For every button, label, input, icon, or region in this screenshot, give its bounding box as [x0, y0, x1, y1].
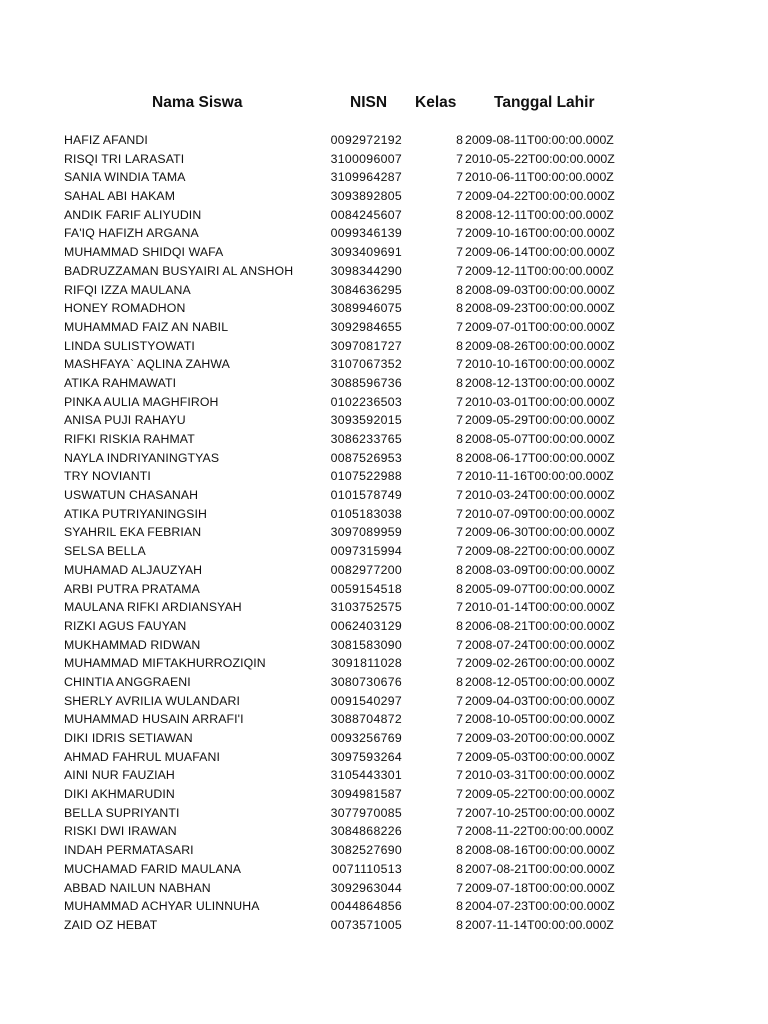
- student-nisn: 3097081727: [330, 338, 402, 353]
- student-tanggal-lahir: 2010-11-16T00:00:00.000Z: [465, 469, 614, 484]
- student-nisn: 0097315994: [330, 544, 402, 559]
- student-kelas: 8: [456, 899, 463, 914]
- student-name: HONEY ROMADHON: [64, 301, 186, 316]
- student-nisn: 0091540297: [330, 693, 402, 708]
- table-row: [0, 710, 768, 729]
- student-name: INDAH PERMATASARI: [64, 843, 194, 858]
- student-kelas: 8: [456, 674, 463, 689]
- student-kelas: 7: [456, 544, 463, 559]
- student-name: SYAHRIL EKA FEBRIAN: [64, 525, 202, 540]
- student-tanggal-lahir: 2009-12-11T00:00:00.000Z: [465, 263, 614, 278]
- student-nisn: 3107067352: [330, 357, 402, 372]
- student-nisn: 3093592015: [330, 413, 402, 428]
- student-kelas: 8: [456, 450, 463, 465]
- student-name: CHINTIA ANGGRAENI: [64, 674, 191, 689]
- student-name: MUHAMMAD ACHYAR ULINNUHA: [64, 899, 260, 914]
- student-kelas: 7: [456, 413, 463, 428]
- table-row: [0, 561, 768, 580]
- student-tanggal-lahir: 2004-07-23T00:00:00.000Z: [465, 899, 615, 914]
- student-tanggal-lahir: 2009-07-01T00:00:00.000Z: [465, 319, 615, 334]
- student-tanggal-lahir: 2009-10-16T00:00:00.000Z: [465, 226, 615, 241]
- student-name: MUKHAMMAD RIDWAN: [64, 637, 201, 652]
- student-kelas: 7: [456, 170, 463, 185]
- student-nisn: 3080730676: [330, 674, 402, 689]
- table-row: [0, 150, 768, 169]
- table-row: [0, 337, 768, 356]
- student-nisn: 0099346139: [330, 226, 402, 241]
- table-row: [0, 617, 768, 636]
- student-nisn: 0102236503: [330, 394, 402, 409]
- student-name: RISQI TRI LARASATI: [64, 151, 185, 166]
- student-kelas: 7: [456, 731, 463, 745]
- student-name: RIZKI AGUS FAUYAN: [64, 618, 187, 633]
- student-name: SHERLY AVRILIA WULANDARI: [64, 693, 240, 708]
- student-nisn: 3088596736: [330, 375, 402, 390]
- student-nisn: 0073571005: [330, 917, 402, 932]
- student-name: SANIA WINDIA TAMA: [64, 170, 186, 185]
- student-kelas: 7: [456, 787, 463, 802]
- table-row: [0, 262, 768, 281]
- student-name: USWATUN CHASANAH: [64, 488, 199, 503]
- student-nisn: 3093409691: [330, 245, 402, 260]
- student-nisn: 0084245607: [330, 207, 402, 222]
- table-row: [0, 654, 768, 673]
- student-tanggal-lahir: 2009-07-18T00:00:00.000Z: [465, 880, 615, 895]
- student-tanggal-lahir: 2008-09-23T00:00:00.000Z: [465, 301, 615, 316]
- student-tanggal-lahir: 2010-05-22T00:00:00.000Z: [465, 151, 615, 166]
- student-tanggal-lahir: 2009-05-29T00:00:00.000Z: [465, 413, 615, 428]
- student-tanggal-lahir: 2007-11-14T00:00:00.000Z: [465, 917, 614, 932]
- table-row: [0, 467, 768, 486]
- table-row: [0, 206, 768, 225]
- student-nisn: 3097089959: [330, 525, 402, 540]
- student-kelas: 8: [456, 133, 463, 147]
- student-name: FA'IQ HAFIZH ARGANA: [64, 226, 199, 241]
- student-name: RIFKI RISKIA RAHMAT: [64, 432, 195, 446]
- table-row: [0, 411, 768, 430]
- student-tanggal-lahir: 2009-05-03T00:00:00.000Z: [465, 749, 615, 764]
- student-nisn: 3092963044: [330, 880, 402, 895]
- table-row: [0, 187, 768, 206]
- student-tanggal-lahir: 2010-03-31T00:00:00.000Z: [465, 768, 615, 783]
- student-kelas: 8: [456, 581, 463, 596]
- header-nisn: NISN: [350, 94, 388, 111]
- student-name: ARBI PUTRA PRATAMA: [64, 581, 200, 596]
- student-kelas: 8: [456, 618, 463, 633]
- student-nisn: 3091811028: [331, 656, 402, 671]
- table-row: [0, 580, 768, 599]
- table-row: [0, 430, 768, 449]
- student-name: MAULANA RIFKI ARDIANSYAH: [64, 600, 242, 615]
- header-kelas: Kelas: [415, 94, 457, 111]
- student-name: ANDIK FARIF ALIYUDIN: [64, 207, 202, 222]
- student-nisn: 3084868226: [330, 824, 402, 839]
- student-kelas: 7: [456, 600, 463, 615]
- student-kelas: 8: [456, 207, 463, 222]
- student-nisn: 3082527690: [330, 843, 402, 858]
- header-nama-siswa: Nama Siswa: [152, 94, 243, 111]
- student-kelas: 8: [456, 301, 463, 316]
- student-kelas: 7: [456, 151, 463, 166]
- student-kelas: 7: [456, 525, 463, 540]
- student-name: MUHAMMAD FAIZ AN NABIL: [64, 319, 229, 334]
- student-kelas: 7: [456, 245, 463, 260]
- student-tanggal-lahir: 2010-07-09T00:00:00.000Z: [465, 506, 615, 521]
- student-kelas: 7: [456, 189, 463, 204]
- table-row: [0, 131, 768, 150]
- student-nisn: 0082977200: [330, 562, 402, 577]
- student-tanggal-lahir: 2010-03-24T00:00:00.000Z: [465, 488, 615, 503]
- student-kelas: 7: [456, 712, 463, 727]
- student-tanggal-lahir: 2009-04-03T00:00:00.000Z: [465, 693, 615, 708]
- student-kelas: 8: [456, 562, 463, 577]
- table-row: [0, 729, 768, 748]
- table-row: [0, 879, 768, 898]
- table-row: [0, 318, 768, 337]
- student-tanggal-lahir: 2010-10-16T00:00:00.000Z: [465, 357, 615, 372]
- student-name: ZAID OZ HEBAT: [64, 917, 158, 932]
- table-row: [0, 542, 768, 561]
- student-nisn: 3103752575: [330, 600, 402, 615]
- student-tanggal-lahir: 2009-02-26T00:00:00.000Z: [465, 656, 615, 671]
- table-row: [0, 804, 768, 823]
- student-nisn: 3084636295: [330, 282, 402, 297]
- student-name: LINDA SULISTYOWATI: [64, 338, 195, 353]
- student-name: NAYLA INDRIYANINGTYAS: [64, 450, 220, 465]
- student-tanggal-lahir: 2008-10-05T00:00:00.000Z: [465, 712, 615, 727]
- student-name: BELLA SUPRIYANTI: [64, 805, 180, 820]
- table-row: [0, 748, 768, 767]
- student-tanggal-lahir: 2010-03-01T00:00:00.000Z: [465, 394, 615, 409]
- student-tanggal-lahir: 2010-06-11T00:00:00.000Z: [465, 170, 614, 185]
- student-name: ATIKA PUTRIYANINGSIH: [64, 506, 207, 521]
- student-kelas: 7: [456, 394, 463, 409]
- student-nisn: 3105443301: [330, 768, 402, 783]
- student-tanggal-lahir: 2007-10-25T00:00:00.000Z: [465, 805, 615, 820]
- student-name: ABBAD NAILUN NABHAN: [64, 880, 211, 895]
- student-nisn: 0101578749: [330, 488, 402, 503]
- student-nisn: 3098344290: [330, 263, 402, 278]
- student-kelas: 7: [456, 805, 463, 820]
- student-tanggal-lahir: 2008-05-07T00:00:00.000Z: [465, 432, 615, 446]
- student-tanggal-lahir: 2009-03-20T00:00:00.000Z: [465, 731, 615, 745]
- table-header: [0, 94, 768, 118]
- student-name: DIKI AKHMARUDIN: [64, 787, 175, 802]
- table-row: [0, 281, 768, 300]
- student-kelas: 7: [456, 469, 463, 484]
- student-name: TRY NOVIANTI: [64, 469, 151, 484]
- student-tanggal-lahir: 2008-06-17T00:00:00.000Z: [465, 450, 615, 465]
- student-kelas: 7: [456, 357, 463, 372]
- student-kelas: 7: [456, 226, 463, 241]
- student-kelas: 7: [456, 488, 463, 503]
- student-name: MUHAMMAD HUSAIN ARRAFI'I: [64, 712, 244, 727]
- student-tanggal-lahir: 2009-06-14T00:00:00.000Z: [465, 245, 615, 260]
- student-name: DIKI IDRIS SETIAWAN: [64, 731, 193, 745]
- table-row: [0, 355, 768, 374]
- table-row: [0, 916, 768, 935]
- table-row: [0, 766, 768, 785]
- student-nisn: 0062403129: [330, 618, 402, 633]
- student-tanggal-lahir: 2009-08-11T00:00:00.000Z: [465, 133, 614, 147]
- table-row: [0, 636, 768, 655]
- student-kelas: 8: [456, 843, 463, 858]
- student-nisn: 3086233765: [330, 432, 402, 446]
- table-row: [0, 822, 768, 841]
- student-tanggal-lahir: 2009-04-22T00:00:00.000Z: [465, 189, 615, 204]
- table-row: [0, 243, 768, 262]
- student-kelas: 7: [456, 656, 463, 671]
- student-nisn: 0044864856: [330, 899, 402, 914]
- student-tanggal-lahir: 2006-08-21T00:00:00.000Z: [465, 618, 615, 633]
- student-nisn: 3109964287: [330, 170, 402, 185]
- student-name: RISKI DWI IRAWAN: [64, 824, 177, 839]
- student-kelas: 7: [456, 768, 463, 783]
- student-tanggal-lahir: 2009-06-30T00:00:00.000Z: [465, 525, 615, 540]
- student-nisn: 0093256769: [330, 731, 402, 745]
- student-nisn: 0071110513: [332, 861, 402, 876]
- student-kelas: 7: [456, 637, 463, 652]
- table-row: [0, 897, 768, 916]
- table-row: [0, 449, 768, 468]
- table-row: [0, 224, 768, 243]
- student-kelas: 8: [456, 861, 463, 876]
- student-name: BADRUZZAMAN BUSYAIRI AL ANSHOH: [64, 263, 294, 278]
- student-kelas: 7: [456, 749, 463, 764]
- student-nisn: 3094981587: [330, 787, 402, 802]
- student-tanggal-lahir: 2008-08-16T00:00:00.000Z: [465, 843, 615, 858]
- table-row: [0, 841, 768, 860]
- student-name: MUHAMMAD SHIDQI WAFA: [64, 245, 224, 260]
- student-name: SAHAL ABI HAKAM: [64, 189, 176, 204]
- student-nisn: 3097593264: [330, 749, 402, 764]
- table-row: [0, 673, 768, 692]
- student-nisn: 0059154518: [330, 581, 402, 596]
- table-row: [0, 374, 768, 393]
- student-nisn: 0092972192: [330, 133, 402, 147]
- student-tanggal-lahir: 2010-01-14T00:00:00.000Z: [465, 600, 615, 615]
- student-name: SELSA BELLA: [64, 544, 146, 559]
- student-name: MUCHAMAD FARID MAULANA: [64, 861, 242, 876]
- table-row: [0, 692, 768, 711]
- student-nisn: 3088704872: [330, 712, 402, 727]
- student-kelas: 7: [456, 263, 463, 278]
- student-tanggal-lahir: 2008-12-11T00:00:00.000Z: [465, 207, 614, 222]
- student-nisn: 3093892805: [330, 189, 402, 204]
- student-nisn: 3092984655: [330, 319, 402, 334]
- student-name: RIFQI IZZA MAULANA: [64, 282, 191, 297]
- student-nisn: 3081583090: [330, 637, 402, 652]
- table-body: [0, 131, 768, 935]
- student-nisn: 3100096007: [330, 151, 402, 166]
- student-name: PINKA AULIA MAGHFIROH: [64, 394, 219, 409]
- student-kelas: 8: [456, 917, 463, 932]
- student-tanggal-lahir: 2008-09-03T00:00:00.000Z: [465, 282, 615, 297]
- table-row: [0, 505, 768, 524]
- student-tanggal-lahir: 2008-11-22T00:00:00.000Z: [465, 824, 614, 839]
- student-tanggal-lahir: 2009-08-26T00:00:00.000Z: [465, 338, 615, 353]
- student-nisn: 0087526953: [330, 450, 402, 465]
- student-name: AHMAD FAHRUL MUAFANI: [64, 749, 220, 764]
- student-nisn: 3089946075: [330, 301, 402, 316]
- student-tanggal-lahir: 2005-09-07T00:00:00.000Z: [465, 581, 615, 596]
- student-tanggal-lahir: 2008-07-24T00:00:00.000Z: [465, 637, 615, 652]
- student-name: HAFIZ AFANDI: [64, 133, 148, 147]
- table-row: [0, 523, 768, 542]
- student-nisn: 0105183038: [330, 506, 402, 521]
- student-tanggal-lahir: 2009-05-22T00:00:00.000Z: [465, 787, 615, 802]
- student-nisn: 3077970085: [330, 805, 402, 820]
- student-kelas: 7: [456, 506, 463, 521]
- table-row: [0, 393, 768, 412]
- student-kelas: 8: [456, 282, 463, 297]
- student-name: MUHAMAD ALJAUZYAH: [64, 562, 203, 577]
- table-row: [0, 168, 768, 187]
- student-kelas: 8: [456, 432, 463, 446]
- student-tanggal-lahir: 2008-03-09T00:00:00.000Z: [465, 562, 615, 577]
- student-tanggal-lahir: 2008-12-13T00:00:00.000Z: [465, 375, 615, 390]
- student-kelas: 7: [456, 693, 463, 708]
- student-name: ANISA PUJI RAHAYU: [64, 413, 186, 428]
- table-row: [0, 486, 768, 505]
- student-kelas: 7: [456, 824, 463, 839]
- student-tanggal-lahir: 2007-08-21T00:00:00.000Z: [465, 861, 615, 876]
- student-name: ATIKA RAHMAWATI: [64, 375, 177, 390]
- student-name: MASHFAYA` AQLINA ZAHWA: [64, 357, 230, 372]
- student-nisn: 0107522988: [330, 469, 402, 484]
- student-kelas: 8: [456, 338, 463, 353]
- table-row: [0, 598, 768, 617]
- header-tanggal-lahir: Tanggal Lahir: [494, 94, 595, 111]
- student-kelas: 7: [456, 319, 463, 334]
- student-kelas: 7: [456, 880, 463, 895]
- table-row: [0, 785, 768, 804]
- student-tanggal-lahir: 2008-12-05T00:00:00.000Z: [465, 674, 615, 689]
- student-name: AINI NUR FAUZIAH: [64, 768, 175, 783]
- student-tanggal-lahir: 2009-08-22T00:00:00.000Z: [465, 544, 615, 559]
- student-name: MUHAMMAD MIFTAKHURROZIQIN: [64, 656, 266, 671]
- table-row: [0, 860, 768, 879]
- student-kelas: 8: [456, 375, 463, 390]
- table-row: [0, 299, 768, 318]
